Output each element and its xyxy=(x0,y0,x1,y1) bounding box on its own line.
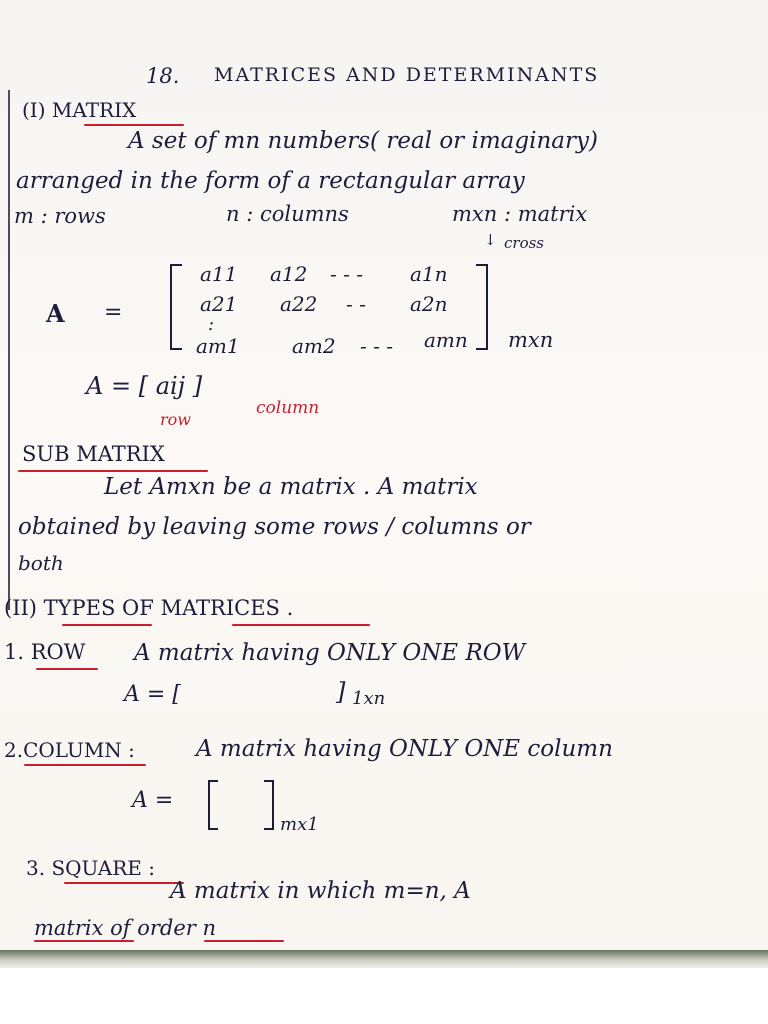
column-annotation: column xyxy=(256,398,320,418)
entry-a12: a12 xyxy=(270,262,308,286)
column-type-text: A matrix having ONLY ONE column xyxy=(196,736,613,762)
square-type-underline xyxy=(64,882,184,884)
equals-sign: = xyxy=(104,300,123,325)
row-annotation: row xyxy=(160,410,191,429)
matrices-underline xyxy=(232,624,370,626)
entry-a2n: a2n xyxy=(410,292,448,316)
row-formula-order: 1xn xyxy=(352,688,386,709)
down-arrow-icon: ↓ xyxy=(484,231,497,249)
heading-underline xyxy=(84,124,184,126)
margin-line xyxy=(8,90,10,610)
cross-note: cross xyxy=(504,234,544,252)
matrix-order: mxn xyxy=(508,328,554,352)
definition-line-2: arranged in the form of a rectangular array xyxy=(16,168,525,194)
vertical-dots: : xyxy=(208,314,215,335)
row3-dots: - - - xyxy=(360,334,393,358)
entry-a1n: a1n xyxy=(410,262,448,286)
definition-line-1: A set of mn numbers( real or imaginary) xyxy=(128,128,598,154)
submatrix-line-1: Let Amxn be a matrix . A matrix xyxy=(104,474,478,500)
compact-notation: A = [ aij ] xyxy=(86,372,203,400)
square-type-label: 3. SQUARE : xyxy=(26,856,155,880)
right-bracket xyxy=(476,264,488,350)
matrix-order-note: mxn : matrix xyxy=(452,202,588,226)
row-type-text: A matrix having ONLY ONE ROW xyxy=(134,640,526,666)
chapter-number: 18. xyxy=(146,64,180,88)
background-strip xyxy=(0,968,768,1024)
row-formula-close: ] xyxy=(336,678,346,706)
submatrix-underline xyxy=(18,470,208,472)
column-type-label: 2.COLUMN : xyxy=(4,738,135,762)
matrix-word-underline xyxy=(34,940,134,942)
types-heading: (II) TYPES OF MATRICES . xyxy=(4,596,294,620)
square-type-text: A matrix in which m=n, A xyxy=(170,878,471,904)
submatrix-line-3: both xyxy=(18,551,64,575)
columns-note: n : columns xyxy=(226,202,349,226)
left-bracket xyxy=(170,264,182,350)
entry-a21: a21 xyxy=(200,292,238,316)
matrix-symbol: A xyxy=(46,299,65,328)
entry-am2: am2 xyxy=(292,334,336,358)
row1-dots: - - - xyxy=(330,262,363,286)
row-formula-open: A = [ xyxy=(124,682,181,707)
column-right-bracket xyxy=(264,780,274,830)
row-type-underline xyxy=(36,668,98,670)
section-heading-matrix: (I) MATRIX xyxy=(22,98,137,122)
column-type-underline xyxy=(24,764,146,766)
page-edge-shadow xyxy=(0,950,768,970)
types-underline xyxy=(62,624,152,626)
entry-am1: am1 xyxy=(196,334,240,358)
entry-amn: amn xyxy=(424,328,468,352)
square-type-text-2: matrix of order n xyxy=(34,916,217,940)
column-formula-order: mx1 xyxy=(280,814,319,835)
submatrix-line-2: obtained by leaving some rows / columns or xyxy=(18,514,531,540)
row2-dots: - - xyxy=(346,292,366,316)
entry-a22: a22 xyxy=(280,292,318,316)
column-formula-open: A = xyxy=(132,788,174,813)
submatrix-heading: SUB MATRIX xyxy=(22,442,165,466)
chapter-title: MATRICES AND DETERMINANTS xyxy=(214,64,600,86)
rows-note: m : rows xyxy=(14,204,106,228)
row-type-label: 1. ROW xyxy=(4,640,86,664)
order-word-underline xyxy=(204,940,284,942)
entry-a11: a11 xyxy=(200,262,238,286)
column-left-bracket xyxy=(208,780,218,830)
